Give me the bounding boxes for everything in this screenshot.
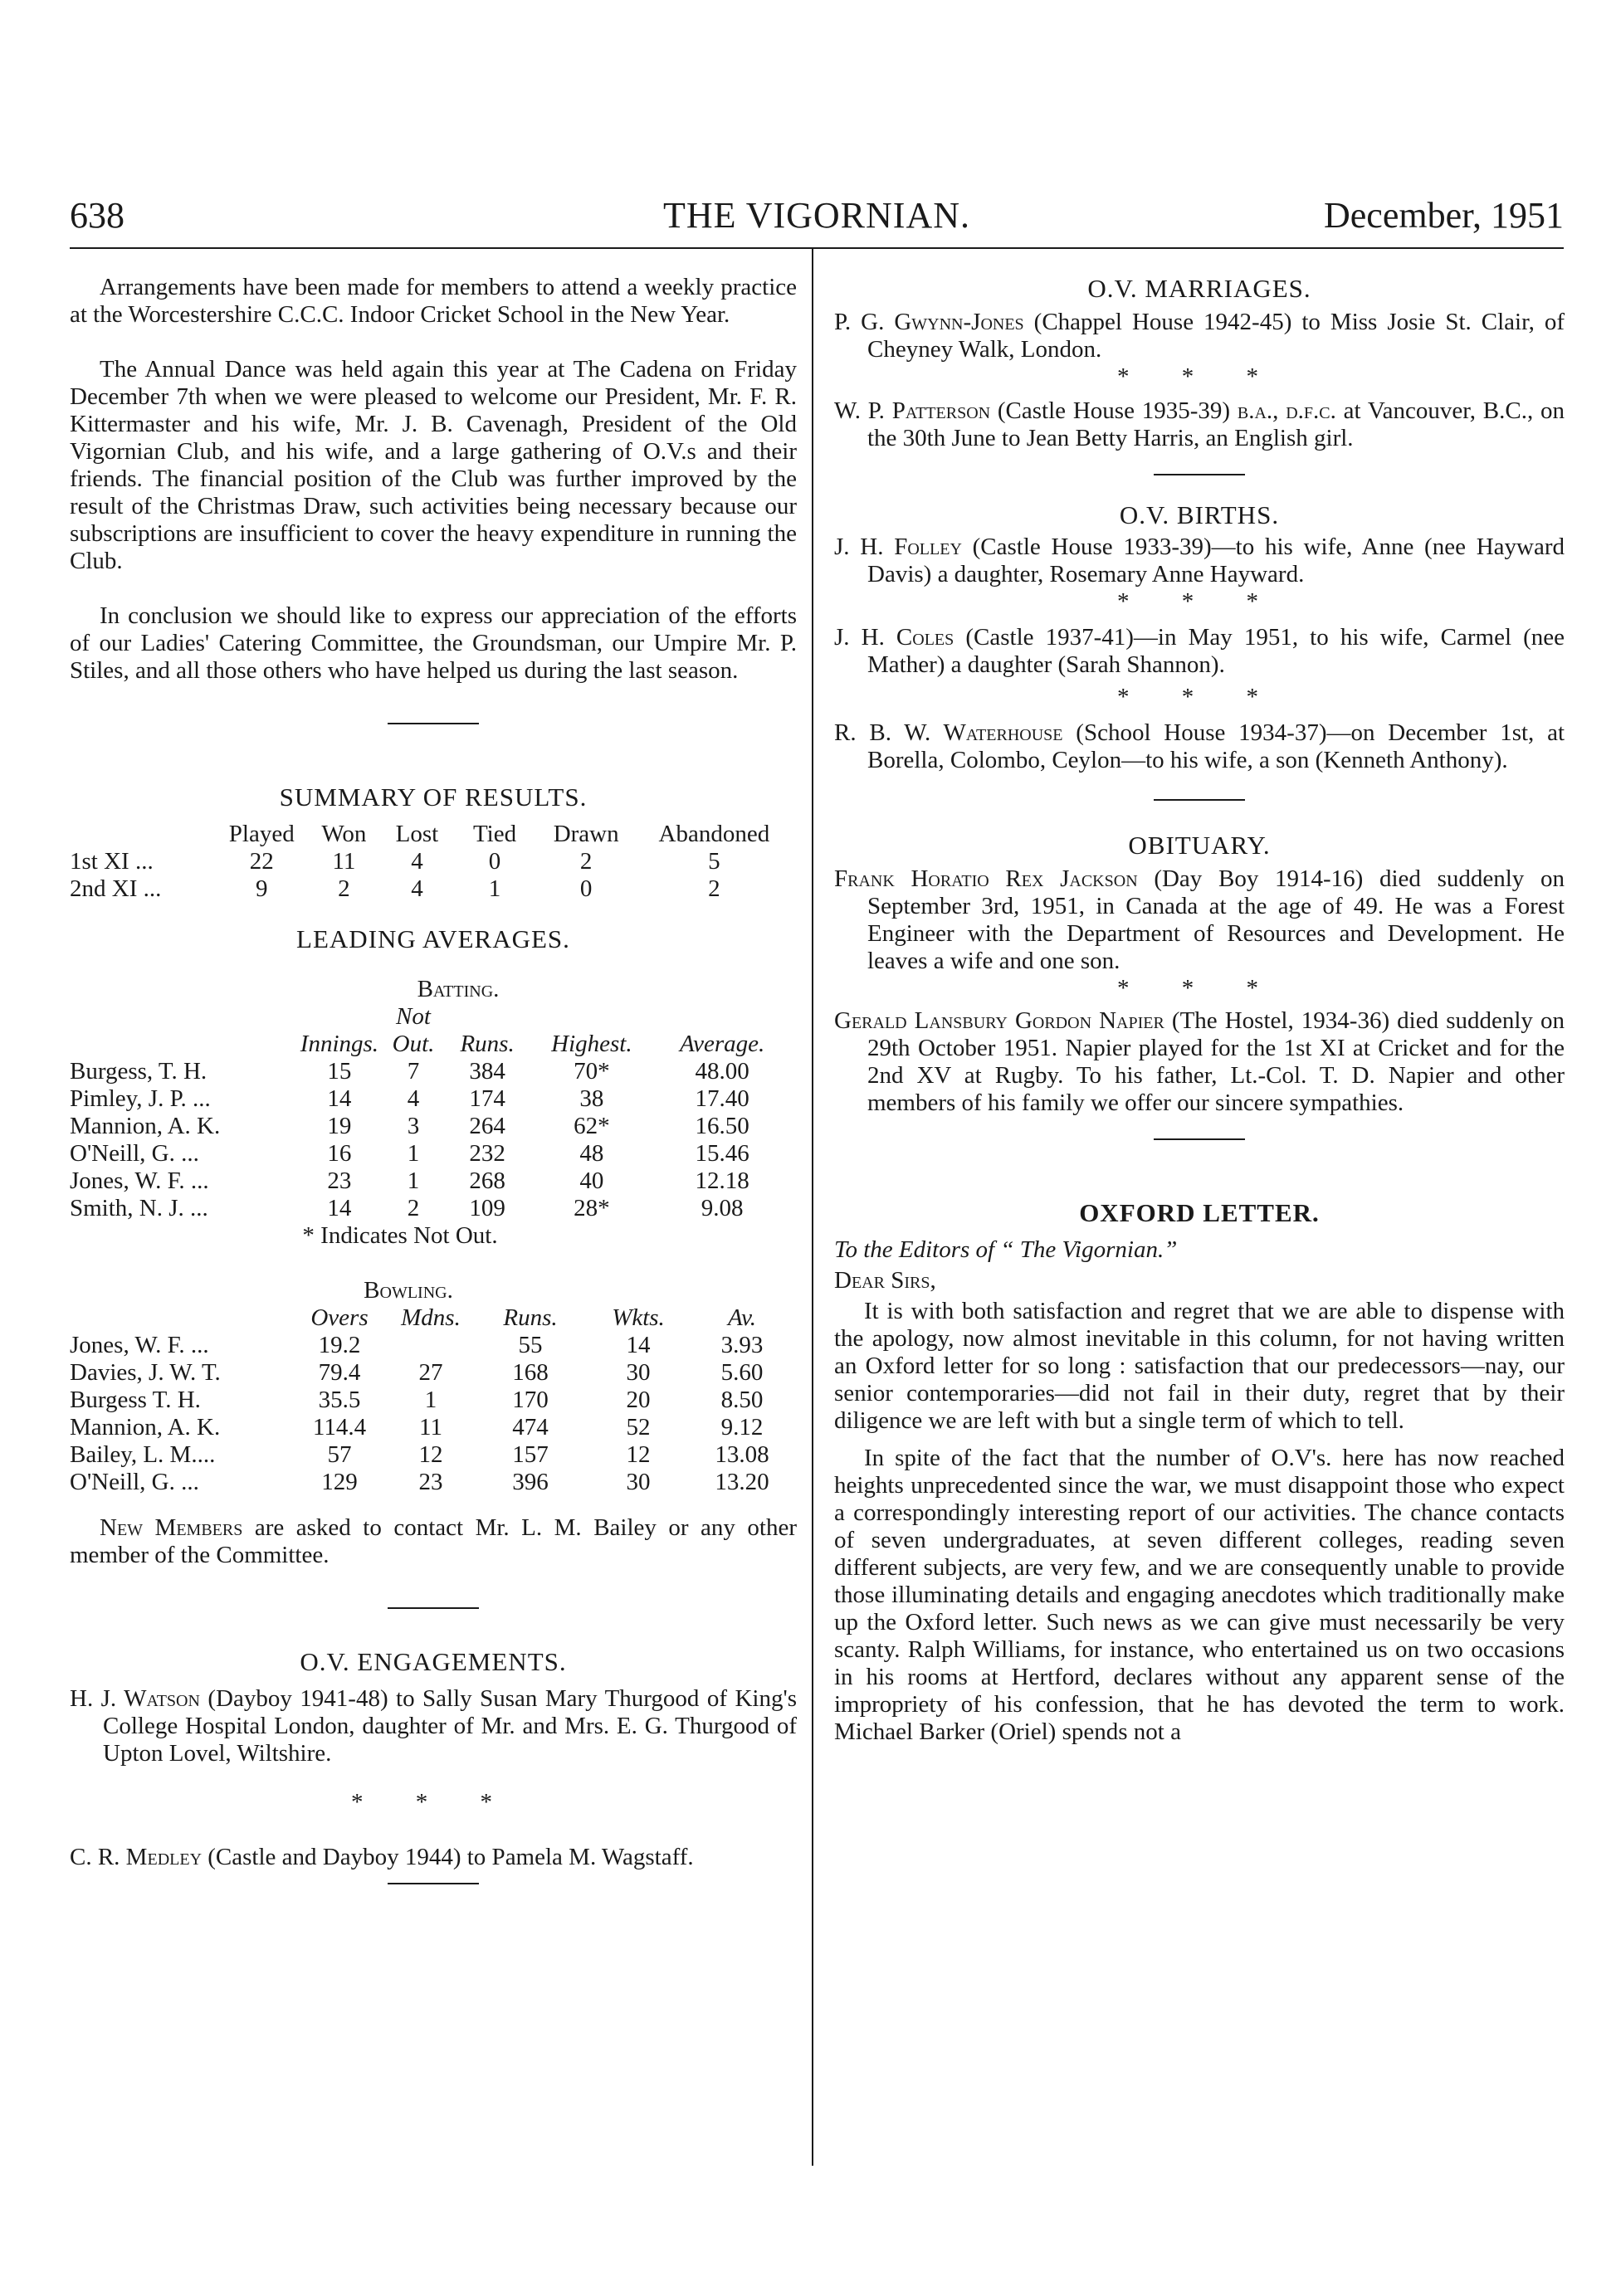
- marriage-entry: [834, 309, 1565, 363]
- player-name: Davies, J. W. T.: [70, 1359, 221, 1386]
- marriages-heading: O.V. MARRIAGES.: [1087, 274, 1311, 303]
- oxford-paragraph: In spite of the fact that the number of O.V's. here has now reached heights unprecedented since the war, we must disappoint those who expect a correspondingly interesting report of our activities. The chance contacts of seven undergraduates, at seven different colleges, reading seven different subjects, are very few, and we are consequently unable to provide those illuminating details and engaging anecdotes which traditionally make up the Oxford letter. Such news as we can give must necessarily be very scanty. Ralph Williams, for instance, who entertained us on two occasions in his rooms at Hertford, declares without any apparent sense of the impropriety of his confession, that he has devoted the term to work. Michael Barker (Oriel) spends not a: [834, 1445, 1565, 1745]
- cell: 14: [626, 1332, 651, 1358]
- bowling-row: [70, 1469, 792, 1496]
- new-members-text: are asked to contact Mr. L. M. Bailey or any other member of the Committee.: [70, 1514, 798, 1568]
- cell: 3: [407, 1113, 420, 1139]
- cell: 2: [579, 848, 593, 875]
- engagement-entry: [70, 1685, 797, 1767]
- entry-name: H. J. Watson: [70, 1685, 200, 1712]
- entry-text: (Castle and Dayboy 1944) to Pamela M. Wagstaff.: [202, 1844, 694, 1870]
- col-lost: Lost: [395, 821, 439, 847]
- cell: 23: [418, 1469, 443, 1495]
- team-name: 2nd XI ...: [70, 875, 162, 902]
- batting-row: [70, 1167, 792, 1195]
- obituary-entry: [834, 865, 1565, 975]
- births-heading: O.V. BIRTHS.: [1119, 500, 1280, 529]
- summary-heading: SUMMARY OF RESULTS.: [279, 782, 588, 812]
- column-divider: [812, 249, 813, 2166]
- engagement-entry: [70, 1844, 797, 1871]
- header-rule: [70, 247, 1564, 249]
- paragraph-annual-dance: The Annual Dance was held again this year at The Cadena on Friday December 7th when we were pleased to welcome our President, Mr. F. R. Kittermaster and his wife, Mr. J. B. Cavenagh, President of the Old Vigornian Club, and his wife, and a large gathering of O.V.s and their friends. The financial position of the Club was further improved by the result of the Christmas Draw, such activities being necessary because our subscriptions are insufficient to cover the heavy expenditure in running the Club.: [70, 356, 797, 574]
- cell: 170: [512, 1387, 549, 1413]
- col-out: Out.: [392, 1031, 435, 1057]
- cell: 114.4: [312, 1414, 367, 1440]
- entry-text: at Vancouver, B.C., on the 30th June to Jean Betty Harris, an English girl.: [867, 397, 1565, 451]
- cell: 52: [626, 1414, 651, 1440]
- cell: 109: [469, 1195, 505, 1221]
- cell: 9.12: [720, 1414, 764, 1440]
- separator-stars: * * *: [1117, 363, 1282, 390]
- cell: 4: [411, 875, 423, 902]
- cell: 16: [327, 1140, 352, 1167]
- cell: 12: [626, 1441, 651, 1468]
- birth-entry: [834, 534, 1565, 588]
- salutation: Dear Sirs,: [834, 1267, 936, 1294]
- page-number: 638: [70, 195, 124, 236]
- cell: 2: [338, 875, 350, 902]
- bowling-row: [70, 1441, 792, 1469]
- cell: [385, 1332, 476, 1359]
- cell: 5: [708, 848, 720, 875]
- cell: 4: [411, 848, 423, 875]
- not-out-note: * Indicates Not Out.: [302, 1222, 498, 1249]
- entry-name: Gerald Lansbury Gordon Napier: [834, 1007, 1164, 1034]
- entry-text: (The Hostel, 1934-36) died suddenly on 29th October 1951. Napier played for the 1st XI at Cricket and for the 2nd XV at Rugby. To his father, Lt.-Col. T. D. Napier and other members of his family we offer our sincere sympathies.: [867, 1007, 1565, 1116]
- col-tied: Tied: [472, 821, 517, 847]
- col-played: Played: [228, 821, 295, 847]
- cell: 12: [418, 1441, 443, 1468]
- separator-stars: * * *: [1117, 588, 1282, 615]
- player-name: Jones, W. F. ...: [70, 1167, 209, 1194]
- left-column: [70, 274, 797, 1884]
- cell: 57: [327, 1441, 352, 1468]
- obituary-heading: OBITUARY.: [1128, 831, 1271, 860]
- player-name: O'Neill, G. ...: [70, 1469, 199, 1495]
- not-label: Not: [396, 1003, 431, 1030]
- cell: 19: [327, 1113, 352, 1139]
- bowling-table: [70, 1304, 792, 1496]
- summary-header-row: [70, 821, 792, 848]
- cell: 0: [579, 875, 593, 902]
- player-name: Jones, W. F. ...: [70, 1332, 209, 1358]
- cell: 30: [626, 1469, 651, 1495]
- to-the-editors: To the Editors of “ The Vigornian.”: [834, 1236, 1178, 1263]
- entry-name: C. R. Medley: [70, 1844, 203, 1870]
- cell: 27: [418, 1359, 443, 1386]
- cell: 14: [327, 1085, 352, 1112]
- batting-row: [70, 1058, 792, 1085]
- cell: 9: [256, 875, 268, 902]
- col-abandoned: Abandoned: [658, 821, 770, 847]
- right-column: [834, 274, 1565, 1746]
- cell: 14: [327, 1195, 352, 1221]
- col-highest: Highest.: [551, 1031, 632, 1057]
- player-name: Smith, N. J. ...: [70, 1195, 208, 1221]
- entry-name: W. P. Patterson: [834, 397, 991, 424]
- cell: 22: [249, 848, 274, 875]
- cell: 0: [488, 848, 501, 875]
- cell: 12.18: [695, 1167, 749, 1194]
- cell: 40: [579, 1167, 604, 1194]
- entry-name: J. H. Folley: [834, 534, 962, 560]
- publication-title: THE VIGORNIAN.: [662, 195, 971, 236]
- separator-stars: * * *: [1117, 684, 1282, 710]
- cell: 15: [327, 1058, 352, 1085]
- cell: 70*: [574, 1058, 610, 1085]
- cell: 1: [407, 1140, 420, 1167]
- col-drawn: Drawn: [553, 821, 619, 847]
- batting-row: [70, 1113, 792, 1140]
- cell: 62*: [574, 1113, 610, 1139]
- entry-text: (Dayboy 1941-48) to Sally Susan Mary Thurgood of King's College Hospital London, daughter of Mr. and Mrs. E. G. Thurgood of Upton Lovel, Wiltshire.: [103, 1685, 797, 1767]
- entry-text: (Day Boy 1914-16) died suddenly on September 3rd, 1951, in Canada at the age of 49. He was a Forest Engineer with the Department of Resources and Development. He leaves a wife and one son.: [867, 865, 1565, 974]
- entry-text: (Castle House 1933-39)—to his wife, Anne (nee Hayward Davis) a daughter, Rosemary Anne Hayward.: [867, 534, 1565, 587]
- player-name: Bailey, L. M....: [70, 1441, 216, 1468]
- cell: 19.2: [318, 1332, 361, 1358]
- col-overs: Overs: [310, 1304, 369, 1331]
- cell: 1: [488, 875, 501, 902]
- player-name: Burgess, T. H.: [70, 1058, 207, 1085]
- player-name: Mannion, A. K.: [70, 1113, 221, 1139]
- bowling-row: [70, 1332, 792, 1359]
- cell: 48.00: [695, 1058, 749, 1085]
- entry-text: (Chappel House 1942-45) to Miss Josie St. Clair, of Cheyney Walk, London.: [867, 309, 1565, 363]
- cell: 174: [469, 1085, 505, 1112]
- player-name: Pimley, J. P. ...: [70, 1085, 211, 1112]
- cell: 7: [407, 1058, 420, 1085]
- col-runs: Runs.: [503, 1304, 558, 1331]
- cell: 1: [424, 1387, 437, 1413]
- separator-stars: * * *: [1117, 975, 1282, 1002]
- section-rule: [388, 1883, 479, 1884]
- cell: 11: [332, 848, 356, 875]
- cell: 157: [512, 1441, 549, 1468]
- marriage-entry: [834, 397, 1565, 452]
- cell: 13.08: [715, 1441, 769, 1468]
- bowling-row: [70, 1414, 792, 1441]
- batting-title: Batting.: [417, 976, 500, 1002]
- col-runs: Runs.: [460, 1031, 515, 1057]
- bowling-title: Bowling.: [364, 1277, 453, 1304]
- cell: 384: [469, 1058, 505, 1085]
- cell: 35.5: [318, 1387, 361, 1413]
- cell: 5.60: [720, 1359, 764, 1386]
- paragraph-new-members: [70, 1514, 797, 1569]
- team-name: 1st XI ...: [70, 848, 154, 875]
- cell: 28*: [574, 1195, 610, 1221]
- batting-row: [70, 1085, 792, 1113]
- batting-table: [70, 1003, 792, 1222]
- oxford-letter-heading: OXFORD LETTER.: [1079, 1198, 1320, 1227]
- cell: 396: [512, 1469, 549, 1495]
- cell: 15.46: [695, 1140, 749, 1167]
- col-innings: Innings.: [300, 1031, 379, 1057]
- cell: 264: [469, 1113, 505, 1139]
- summary-row: [70, 875, 792, 903]
- batting-header-row: [70, 1031, 792, 1058]
- page-header: [70, 191, 1564, 241]
- cell: 8.50: [720, 1387, 764, 1413]
- cell: 16.50: [695, 1113, 749, 1139]
- cell: 2: [708, 875, 720, 902]
- engagements-heading: O.V. ENGAGEMENTS.: [300, 1647, 567, 1676]
- cell: 79.4: [318, 1359, 361, 1386]
- cell: 13.20: [715, 1469, 769, 1495]
- paragraph-conclusion: In conclusion we should like to express our appreciation of the efforts of our Ladies' Catering Committee, the Groundsman, our Umpire Mr. P. Stiles, and all those others who have helped us during the last season.: [70, 602, 797, 684]
- bowling-row: [70, 1359, 792, 1387]
- cell: 129: [321, 1469, 358, 1495]
- player-name: Mannion, A. K.: [70, 1414, 221, 1440]
- paragraph-indoor-practice: Arrangements have been made for members to attend a weekly practice at the Worcestershire C.C.C. Indoor Cricket School in the New Year.: [70, 274, 797, 328]
- cell: 168: [512, 1359, 549, 1386]
- col-maidens: Mdns.: [401, 1304, 461, 1331]
- cell: 268: [469, 1167, 505, 1194]
- player-name: Burgess T. H.: [70, 1387, 201, 1413]
- col-won: Won: [321, 821, 367, 847]
- obituary-entry: [834, 1007, 1565, 1117]
- entry-name: J. H. Coles: [834, 624, 954, 651]
- cell: 30: [626, 1359, 651, 1386]
- entry-text: (School House 1934-37)—on December 1st, at Borella, Colombo, Ceylon—to his wife, a son (Kenneth Anthony).: [867, 719, 1565, 773]
- col-average: Av.: [727, 1304, 757, 1331]
- birth-entry: [834, 719, 1565, 774]
- cell: 232: [469, 1140, 505, 1167]
- cell: 474: [512, 1414, 549, 1440]
- batting-row: [70, 1140, 792, 1167]
- entry-name: P. G. Gwynn-Jones: [834, 309, 1024, 335]
- batting-not-row: [70, 1003, 792, 1031]
- cell: 48: [579, 1140, 604, 1167]
- cell: 9.08: [701, 1195, 744, 1221]
- oxford-paragraph: It is with both satisfaction and regret that we are able to dispense with the apology, now almost inevitable in this column, for not having written an Oxford letter for so long : satisfaction that our predecessors—nay, our senior contemporaries—did not fail in their duty, regret that by their diligence we are left with but a single term of which to tell.: [834, 1298, 1565, 1434]
- cell: 1: [407, 1167, 420, 1194]
- cell: 3.93: [720, 1332, 764, 1358]
- col-average: Average.: [679, 1031, 765, 1057]
- separator-stars: * * *: [351, 1789, 515, 1816]
- cell: 38: [579, 1085, 604, 1112]
- birth-entry: [834, 624, 1565, 679]
- entry-text: (Castle House 1935-39): [990, 397, 1238, 424]
- entry-name: Frank Horatio Rex Jackson: [834, 865, 1138, 892]
- summary-table: [70, 821, 792, 903]
- cell: 4: [407, 1085, 420, 1112]
- issue-date: December, 1951: [1323, 195, 1564, 236]
- new-members-label: New Members: [100, 1514, 243, 1541]
- entry-name: R. B. W. Waterhouse: [834, 719, 1063, 746]
- cell: 17.40: [695, 1085, 749, 1112]
- batting-row: [70, 1195, 792, 1222]
- cell: 55: [518, 1332, 543, 1358]
- player-name: O'Neill, G. ...: [70, 1140, 199, 1167]
- cell: 20: [626, 1387, 651, 1413]
- averages-heading: LEADING AVERAGES.: [296, 924, 570, 953]
- bowling-row: [70, 1387, 792, 1414]
- col-wickets: Wkts.: [612, 1304, 665, 1331]
- entry-degrees: b.a., d.f.c.: [1237, 397, 1336, 424]
- summary-row: [70, 848, 792, 875]
- entry-text: (Castle 1937-41)—in May 1951, to his wife, Carmel (nee Mather) a daughter (Sarah Shannon).: [867, 624, 1565, 678]
- cell: 11: [419, 1414, 442, 1440]
- cell: 23: [327, 1167, 352, 1194]
- bowling-header-row: [70, 1304, 792, 1332]
- cell: 2: [407, 1195, 420, 1221]
